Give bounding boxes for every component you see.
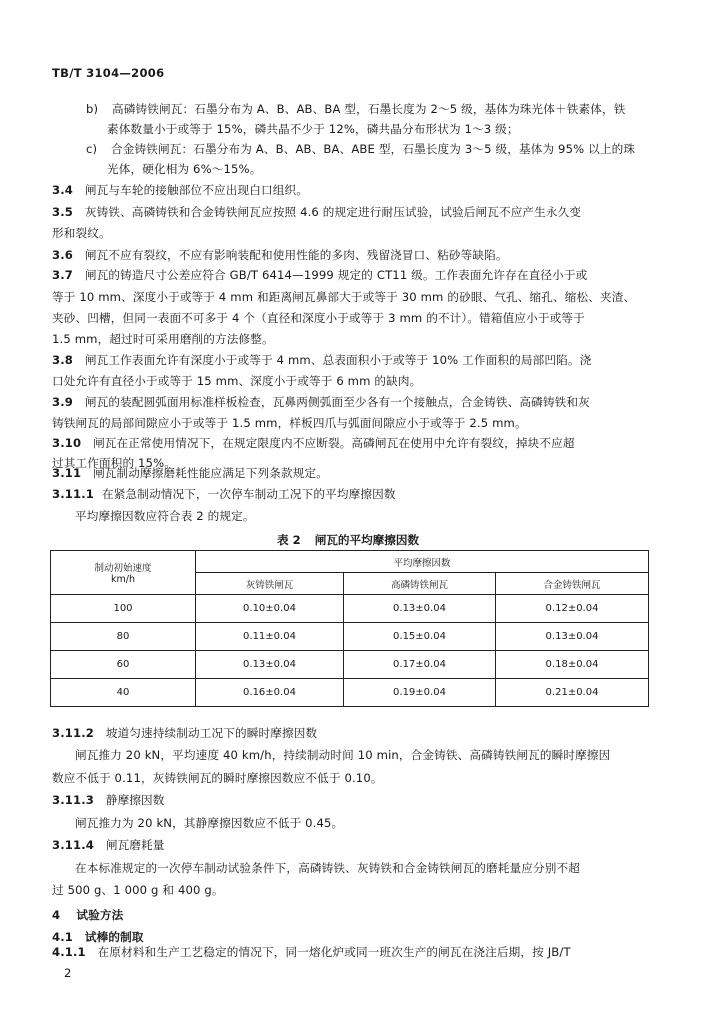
speed-header-line1: 制动初始速度 <box>94 563 152 574</box>
section-title: 试验方法 <box>76 908 124 922</box>
group-header: 平均摩擦因数 <box>196 551 649 573</box>
clause-text: 试棒的制取 <box>84 930 144 944</box>
table-row <box>51 595 649 623</box>
text-line: 形和裂纹。 <box>52 226 111 240</box>
text-line: 1.5 mm，超过时可采用磨削的方法修整。 <box>52 332 274 346</box>
gray-cell: 0.11±0.04 <box>196 623 344 651</box>
clause-3-11-2 <box>52 726 317 740</box>
text-line: 素体数量小于或等于 15%，磷共晶不少于 12%，磷共晶分布形状为 1～3 级； <box>107 122 519 136</box>
speed-cell: 40 <box>51 679 196 707</box>
gray-cell: 0.10±0.04 <box>196 595 344 623</box>
alloy-cell: 0.13±0.04 <box>496 623 649 651</box>
col-header-alloy: 合金铸铁闸瓦 <box>496 573 649 595</box>
text-line: 过其工作面积的 15%。 <box>52 456 177 470</box>
clause-text: 闸瓦与车轮的接触部位不应出现白口组织。 <box>84 183 308 197</box>
speed-cell: 100 <box>51 595 196 623</box>
clause-text: 闸瓦的装配圆弧面用标准样板检查，瓦鼻两侧弧面至少各有一个接触点，合金铸铁、高磷铸铁和灰 <box>84 395 590 409</box>
clause-number: 3.5 <box>52 205 73 219</box>
col-header-high-phosphorus: 高磷铸铁闸瓦 <box>344 573 496 595</box>
clause-3-6 <box>52 248 508 262</box>
clause-3-11-3 <box>52 793 165 807</box>
text-line: 平均摩擦因数应符合表 2 的规定。 <box>75 509 255 523</box>
clause-number: 3.7 <box>52 268 73 282</box>
clause-text: 灰铸铁、高磷铸铁和合金铸铁闸瓦应按照 4.6 的规定进行耐压试验，试验后闸瓦不应产生永久变 <box>84 205 582 219</box>
clause-number: 4.1.1 <box>52 945 86 959</box>
clause-4-1-1 <box>52 945 571 959</box>
phos-cell: 0.19±0.04 <box>344 679 496 707</box>
clause-3-4 <box>52 183 308 197</box>
list-item-c <box>86 142 635 156</box>
clause-number: 3.8 <box>52 353 73 367</box>
section-number: 4 <box>52 908 61 922</box>
text-line: 闸瓦推力 20 kN，平均速度 40 km/h，持续制动时间 10 min，合金铸铁、高磷铸铁闸瓦的瞬时摩擦因 <box>75 748 611 762</box>
friction-coefficient-table <box>50 550 649 707</box>
text-line: 夹砂、凹槽，但同一表面不可多于 4 个（直径和深度小于或等于 3 mm 的不计）。错箱值应小于或等于 <box>52 311 585 325</box>
gray-cell: 0.16±0.04 <box>196 679 344 707</box>
clause-text: 闸瓦制动摩擦磨耗性能应满足下列条款规定。 <box>93 466 328 480</box>
clause-3-10 <box>52 436 575 450</box>
clause-number: 3.10 <box>52 436 82 450</box>
table-row <box>51 623 649 651</box>
gray-cell: 0.13±0.04 <box>196 651 344 679</box>
table-row <box>51 651 649 679</box>
clause-text: 闸瓦工作表面允许有深度小于或等于 4 mm、总表面积小于或等于 10% 工作面积的局部凹陷。浇 <box>84 353 592 367</box>
clause-number: 3.9 <box>52 395 73 409</box>
section-4-heading <box>52 908 123 922</box>
alloy-cell: 0.21±0.04 <box>496 679 649 707</box>
clause-text: 在原材料和生产工艺稳定的情况下，同一熔化炉或同一班次生产的闸瓦在浇注后期，按 JB/T <box>97 945 571 959</box>
clause-text: 闸瓦的铸造尺寸公差应符合 GB/T 6414—1999 规定的 CT11 级。工作表面允许存在直径小于或 <box>84 268 588 282</box>
list-text: 合金铸铁闸瓦：石墨分布为 A、B、AB、BA、ABE 型，石墨长度为 3～5 级，基体为 95% 以上的珠 <box>111 142 636 156</box>
clause-number: 3.11.4 <box>52 838 94 852</box>
list-label: c) <box>86 142 98 156</box>
list-item-b <box>86 102 626 116</box>
alloy-cell: 0.18±0.04 <box>496 651 649 679</box>
clause-text: 坡道匀速持续制动工况下的瞬时摩擦因数 <box>105 726 318 740</box>
speed-cell: 60 <box>51 651 196 679</box>
clause-3-5 <box>52 205 581 219</box>
clause-number: 3.11.1 <box>52 487 94 501</box>
alloy-cell: 0.12±0.04 <box>496 595 649 623</box>
text-line: 铸铁闸瓦的局部间隙应小于或等于 1.5 mm，样板四爪与弧面间隙应小于或等于 2.5 mm。 <box>52 416 527 430</box>
table-title: 闸瓦的平均摩擦因数 <box>314 533 420 547</box>
text-line: 数应不低于 0.11，灰铸铁闸瓦的瞬时摩擦因数应不低于 0.10。 <box>52 771 383 785</box>
clause-number: 3.11.2 <box>52 726 94 740</box>
speed-cell: 80 <box>51 623 196 651</box>
text-line: 闸瓦推力为 20 kN，其静摩擦因数应不低于 0.45。 <box>75 816 344 830</box>
table-number: 表 2 <box>276 533 301 547</box>
text-line: 过 500 g、1 000 g 和 400 g。 <box>52 883 224 897</box>
list-text: 高磷铸铁闸瓦：石墨分布为 A、B、AB、BA 型，石墨长度为 2～5 级，基体为珠光体＋铁素体，铁 <box>112 102 626 116</box>
clause-number: 3.11 <box>52 466 82 480</box>
phos-cell: 0.13±0.04 <box>344 595 496 623</box>
clause-text: 闸瓦在正常使用情况下，在规定限度内不应断裂。高磷闸瓦在使用中允许有裂纹，掉块不应超 <box>93 436 575 450</box>
text-line: 等于 10 mm、深度小于或等于 4 mm 和距离闸瓦鼻部大于或等于 30 mm 的砂眼、气孔、缩孔、缩松、夹渣、 <box>52 290 636 304</box>
clause-text: 闸瓦不应有裂纹，不应有影响装配和使用性能的多肉、残留浇冒口、粘砂等缺陷。 <box>84 248 508 262</box>
text-line: 光体，硬化相为 6%～15%。 <box>107 162 262 176</box>
text-line: 口处允许有直径小于或等于 15 mm、深度小于或等于 6 mm 的缺肉。 <box>52 374 422 388</box>
list-label: b) <box>86 102 99 116</box>
text-line: 在本标准规定的一次停车制动试验条件下，高磷铸铁、灰铸铁和合金铸铁闸瓦的磨耗量应分别不超 <box>75 861 580 875</box>
clause-text: 闸瓦磨耗量 <box>105 838 165 852</box>
clause-text: 在紧急制动情况下，一次停车制动工况下的平均摩擦因数 <box>101 487 396 501</box>
clause-3-11-1 <box>52 487 396 501</box>
table-row <box>51 679 649 707</box>
speed-header-unit: km/h <box>111 574 135 585</box>
clause-4-1 <box>52 930 144 944</box>
speed-header <box>51 551 196 595</box>
clause-text: 静摩擦因数 <box>105 793 165 807</box>
clause-number: 3.6 <box>52 248 73 262</box>
standard-header: TB/T 3104—2006 <box>52 66 165 80</box>
table-caption <box>0 532 706 548</box>
clause-3-8 <box>52 353 591 367</box>
clause-number: 3.4 <box>52 183 73 197</box>
page-number: 2 <box>64 966 72 980</box>
clause-number: 4.1 <box>52 930 73 944</box>
phos-cell: 0.15±0.04 <box>344 623 496 651</box>
clause-3-9 <box>52 395 590 409</box>
clause-3-11-4 <box>52 838 165 852</box>
phos-cell: 0.17±0.04 <box>344 651 496 679</box>
clause-3-11 <box>52 466 328 480</box>
clause-3-7 <box>52 268 587 282</box>
clause-number: 3.11.3 <box>52 793 94 807</box>
col-header-gray-iron: 灰铸铁闸瓦 <box>196 573 344 595</box>
